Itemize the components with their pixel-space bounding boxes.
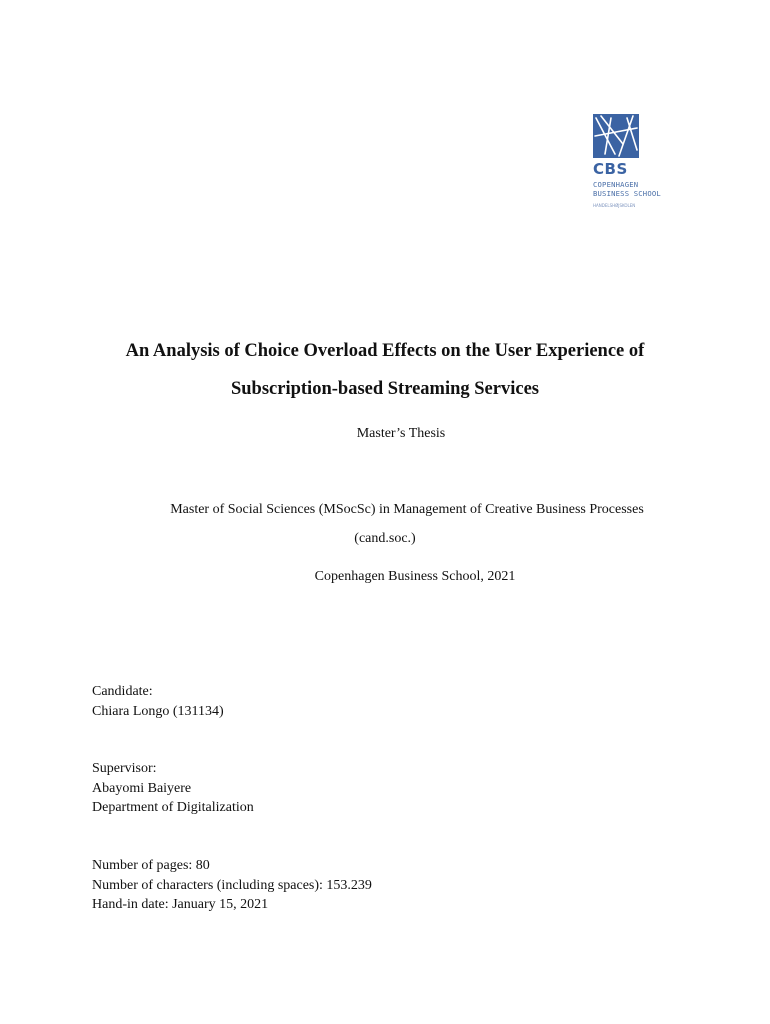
hand-in-date: Hand-in date: January 15, 2021 bbox=[92, 897, 269, 912]
page-count: Number of pages: 80 bbox=[92, 858, 210, 873]
cbs-wordmark: CBS bbox=[593, 160, 628, 178]
institution-year: Copenhagen Business School, 2021 bbox=[314, 569, 516, 584]
degree-line-2: (cand.soc.) bbox=[354, 531, 416, 546]
thesis-stats-block bbox=[92, 856, 372, 915]
candidate-name: Chiara Longo (131134) bbox=[92, 703, 224, 719]
thesis-type: Master’s Thesis bbox=[356, 426, 446, 441]
cbs-logo-subline-2: BUSINESS SCHOOL bbox=[593, 189, 661, 198]
cbs-logo-subline-1: COPENHAGEN bbox=[593, 180, 639, 189]
thesis-title-line-2: Subscription-based Streaming Services bbox=[230, 379, 539, 399]
cbs-logo-subline-3: HANDELSHØJSKOLEN bbox=[593, 203, 636, 208]
thesis-title-line-1: An Analysis of Choice Overload Effects on the User Experience of bbox=[125, 341, 645, 361]
supervisor-block bbox=[92, 759, 254, 818]
character-count: Number of characters (including spaces): 153.239 bbox=[92, 877, 372, 893]
supervisor-department: Department of Digitalization bbox=[92, 800, 254, 815]
cbs-logo bbox=[593, 114, 663, 214]
candidate-label: Candidate: bbox=[92, 684, 153, 699]
cbs-logo-subtitle bbox=[593, 180, 661, 198]
supervisor-name: Abayomi Baiyere bbox=[92, 780, 192, 796]
candidate-block bbox=[92, 682, 224, 721]
degree-line-1: Master of Social Sciences (MSocSc) in Management of Creative Business Processes bbox=[170, 502, 644, 517]
cbs-logo-mark-icon bbox=[593, 114, 639, 158]
supervisor-label: Supervisor: bbox=[92, 761, 157, 776]
